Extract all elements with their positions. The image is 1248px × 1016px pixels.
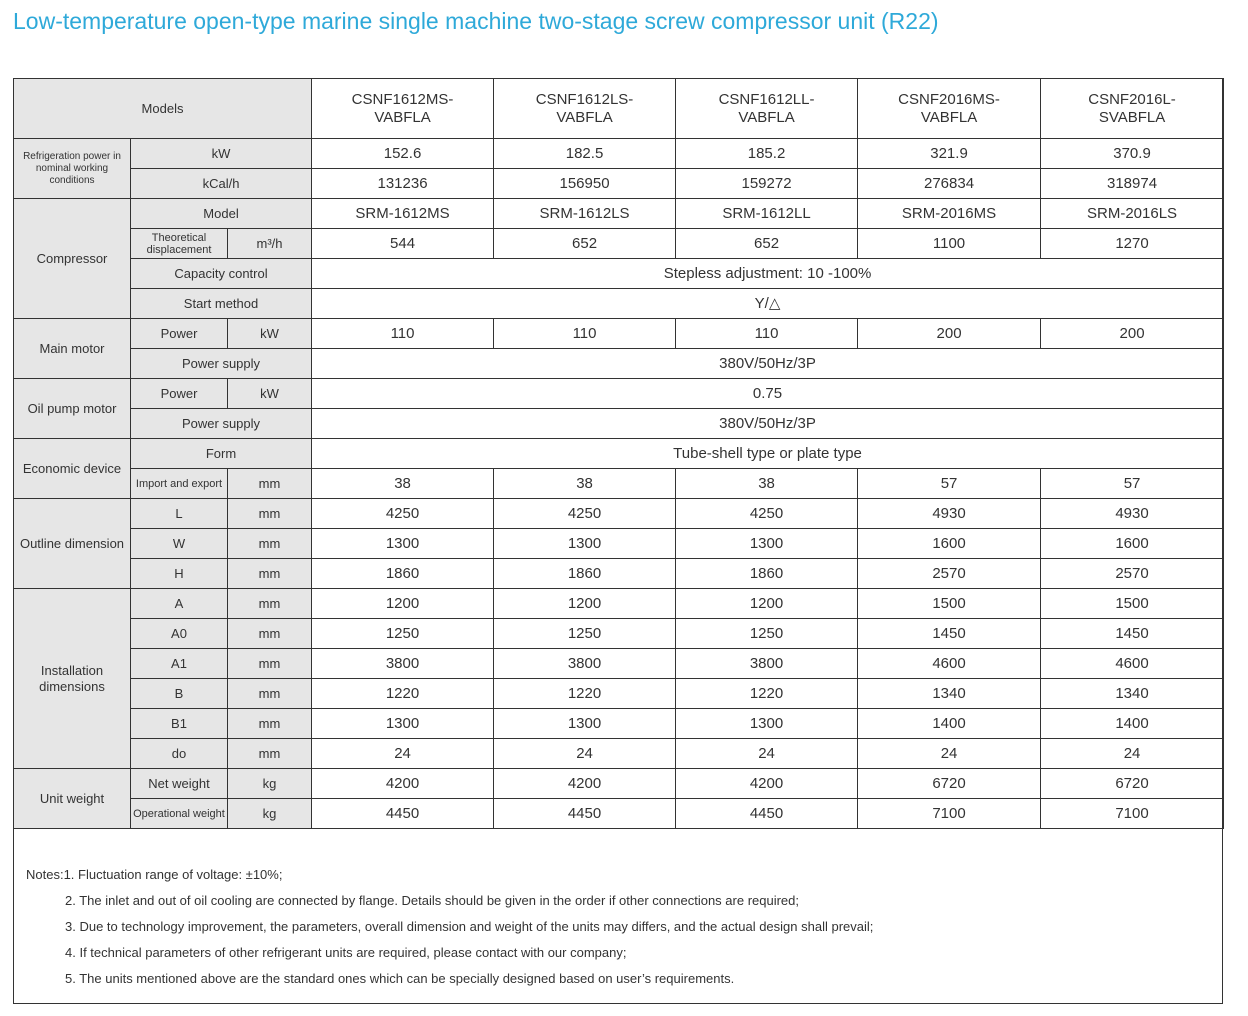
unit-label: mm — [228, 589, 312, 619]
table-cell: 110 — [312, 319, 494, 349]
table-cell: 200 — [858, 319, 1041, 349]
unit-label: m³/h — [228, 229, 312, 259]
table-row — [14, 319, 1224, 349]
table-row — [14, 679, 1224, 709]
table-row — [14, 199, 1224, 229]
row-label: W — [131, 529, 228, 559]
table-cell: 1220 — [494, 679, 676, 709]
table-row — [14, 229, 1224, 259]
table-cell: 380V/50Hz/3P — [312, 409, 1224, 439]
table-cell: 1220 — [312, 679, 494, 709]
unit-label: mm — [228, 529, 312, 559]
unit-label: kW — [228, 379, 312, 409]
table-cell: SRM-1612MS — [312, 199, 494, 229]
table-cell: 4600 — [858, 649, 1041, 679]
row-label: Power — [131, 319, 228, 349]
table-cell: 24 — [858, 739, 1041, 769]
table-cell: 1200 — [312, 589, 494, 619]
table-cell: 4450 — [494, 799, 676, 829]
table-cell: 4450 — [676, 799, 858, 829]
row-label: A0 — [131, 619, 228, 649]
table-cell: 1300 — [676, 529, 858, 559]
table-cell: 24 — [676, 739, 858, 769]
spec-table — [13, 78, 1224, 829]
table-row — [14, 349, 1224, 379]
row-label: H — [131, 559, 228, 589]
unit-label: kg — [228, 769, 312, 799]
table-cell: 152.6 — [312, 139, 494, 169]
unit-label: mm — [228, 619, 312, 649]
row-label: A1 — [131, 649, 228, 679]
table-cell: 4200 — [676, 769, 858, 799]
table-cell: 652 — [494, 229, 676, 259]
table-cell: SRM-2016LS — [1041, 199, 1224, 229]
table-cell: 1400 — [858, 709, 1041, 739]
table-cell: 156950 — [494, 169, 676, 199]
table-cell: Y/△ — [312, 289, 1224, 319]
table-cell: Stepless adjustment: 10 -100% — [312, 259, 1224, 289]
unit-label: mm — [228, 469, 312, 499]
table-cell: 1100 — [858, 229, 1041, 259]
compressor-label: Compressor — [14, 199, 131, 319]
table-cell: 1340 — [1041, 679, 1224, 709]
table-row — [14, 799, 1224, 829]
model-name: CSNF2016L- SVABFLA — [1041, 79, 1224, 139]
oil-pump-label: Oil pump motor — [14, 379, 131, 439]
table-cell: 159272 — [676, 169, 858, 199]
table-cell: 1250 — [312, 619, 494, 649]
unit-label: kg — [228, 799, 312, 829]
weight-label: Unit weight — [14, 769, 131, 829]
table-cell: 7100 — [858, 799, 1041, 829]
table-cell: 110 — [494, 319, 676, 349]
table-row — [14, 529, 1224, 559]
notes-section — [26, 862, 873, 992]
note-line: 4. If technical parameters of other refrigerant units are required, please contact with our company; — [65, 945, 627, 960]
row-label: B1 — [131, 709, 228, 739]
table-cell: 3800 — [494, 649, 676, 679]
table-row — [14, 619, 1224, 649]
model-name: CSNF2016MS- VABFLA — [858, 79, 1041, 139]
table-cell: 652 — [676, 229, 858, 259]
note-line: Notes:1. Fluctuation range of voltage: ±10%; — [26, 867, 283, 882]
table-row — [14, 289, 1224, 319]
note-line: 3. Due to technology improvement, the parameters, overall dimension and weight of the units may differs, and the actual design shall prevail; — [65, 919, 874, 934]
table-cell: 1500 — [1041, 589, 1224, 619]
table-row — [14, 439, 1224, 469]
table-cell: 6720 — [1041, 769, 1224, 799]
table-cell: 3800 — [312, 649, 494, 679]
table-cell: 4450 — [312, 799, 494, 829]
refrigeration-label: Refrigeration power in nominal working conditions — [14, 139, 131, 199]
model-name: CSNF1612LS- VABFLA — [494, 79, 676, 139]
table-cell: Tube-shell type or plate type — [312, 439, 1224, 469]
table-cell: 1860 — [494, 559, 676, 589]
table-cell: 4250 — [494, 499, 676, 529]
row-label: A — [131, 589, 228, 619]
table-cell: 200 — [1041, 319, 1224, 349]
table-cell: 1600 — [1041, 529, 1224, 559]
table-cell: 321.9 — [858, 139, 1041, 169]
row-label: do — [131, 739, 228, 769]
table-cell: 4200 — [312, 769, 494, 799]
economic-label: Economic device — [14, 439, 131, 499]
table-cell: 1600 — [858, 529, 1041, 559]
table-cell: 1250 — [494, 619, 676, 649]
table-cell: 380V/50Hz/3P — [312, 349, 1224, 379]
table-row — [14, 769, 1224, 799]
table-cell: 1270 — [1041, 229, 1224, 259]
table-cell: 7100 — [1041, 799, 1224, 829]
table-cell: 370.9 — [1041, 139, 1224, 169]
table-cell: 4250 — [676, 499, 858, 529]
table-cell: 38 — [494, 469, 676, 499]
table-cell: 544 — [312, 229, 494, 259]
row-label: Theoretical displacement — [131, 229, 228, 259]
note-line: 5. The units mentioned above are the standard ones which can be specially designed based on user’s requirements. — [65, 971, 735, 986]
outline-label: Outline dimension — [14, 499, 131, 589]
table-row — [14, 499, 1224, 529]
row-label: Form — [131, 439, 312, 469]
table-cell: 57 — [858, 469, 1041, 499]
table-cell: 1250 — [676, 619, 858, 649]
table-cell: 38 — [676, 469, 858, 499]
models-label: Models — [14, 79, 312, 139]
unit-label: mm — [228, 739, 312, 769]
row-label: Power — [131, 379, 228, 409]
table-cell: 1300 — [676, 709, 858, 739]
table-cell: 4200 — [494, 769, 676, 799]
unit-label: kW — [131, 139, 312, 169]
unit-label: mm — [228, 499, 312, 529]
table-row — [14, 589, 1224, 619]
row-label: Net weight — [131, 769, 228, 799]
table-cell: 1300 — [312, 709, 494, 739]
main-motor-label: Main motor — [14, 319, 131, 379]
row-label: Start method — [131, 289, 312, 319]
table-cell: 276834 — [858, 169, 1041, 199]
table-cell: 4930 — [858, 499, 1041, 529]
table-cell: 24 — [312, 739, 494, 769]
table-cell: 131236 — [312, 169, 494, 199]
table-row — [14, 259, 1224, 289]
table-cell: 1200 — [676, 589, 858, 619]
note-line: 2. The inlet and out of oil cooling are connected by flange. Details should be given in the order if other connections are required; — [65, 893, 800, 908]
table-cell: 1300 — [494, 709, 676, 739]
table-row — [14, 169, 1224, 199]
table-cell: 24 — [494, 739, 676, 769]
unit-label: mm — [228, 679, 312, 709]
model-name: CSNF1612LL- VABFLA — [676, 79, 858, 139]
table-cell: SRM-1612LL — [676, 199, 858, 229]
row-label: Import and export — [131, 469, 228, 499]
table-cell: 2570 — [1041, 559, 1224, 589]
table-row — [14, 469, 1224, 499]
table-cell: 318974 — [1041, 169, 1224, 199]
row-label: Operational weight — [131, 799, 228, 829]
table-row — [14, 379, 1224, 409]
model-name: CSNF1612MS- VABFLA — [312, 79, 494, 139]
table-cell: 1860 — [676, 559, 858, 589]
table-row — [14, 649, 1224, 679]
table-cell: 1400 — [1041, 709, 1224, 739]
table-cell: 1450 — [1041, 619, 1224, 649]
row-label: Power supply — [131, 409, 312, 439]
table-cell: SRM-2016MS — [858, 199, 1041, 229]
table-cell: 1220 — [676, 679, 858, 709]
table-cell: 1300 — [312, 529, 494, 559]
table-cell: 4600 — [1041, 649, 1224, 679]
table-cell: 4250 — [312, 499, 494, 529]
unit-label: kCal/h — [131, 169, 312, 199]
table-row — [14, 709, 1224, 739]
table-cell: 185.2 — [676, 139, 858, 169]
table-cell: 1200 — [494, 589, 676, 619]
table-cell: 110 — [676, 319, 858, 349]
table-cell: 1450 — [858, 619, 1041, 649]
unit-label: mm — [228, 709, 312, 739]
table-row — [14, 739, 1224, 769]
table-cell: 182.5 — [494, 139, 676, 169]
table-cell: 1860 — [312, 559, 494, 589]
table-cell: 1300 — [494, 529, 676, 559]
installation-label: Installation dimensions — [14, 589, 131, 769]
table-cell: 0.75 — [312, 379, 1224, 409]
unit-label: mm — [228, 649, 312, 679]
table-cell: SRM-1612LS — [494, 199, 676, 229]
row-label: Capacity control — [131, 259, 312, 289]
table-row — [14, 559, 1224, 589]
row-label: L — [131, 499, 228, 529]
table-cell: 6720 — [858, 769, 1041, 799]
page-title: Low-temperature open-type marine single machine two-stage screw compressor unit (R22) — [13, 8, 939, 34]
table-row — [14, 139, 1224, 169]
table-cell: 3800 — [676, 649, 858, 679]
table-cell: 4930 — [1041, 499, 1224, 529]
table-cell: 1500 — [858, 589, 1041, 619]
table-cell: 2570 — [858, 559, 1041, 589]
models-row — [14, 79, 1224, 139]
unit-label: kW — [228, 319, 312, 349]
table-cell: 1340 — [858, 679, 1041, 709]
unit-label: mm — [228, 559, 312, 589]
row-label: Power supply — [131, 349, 312, 379]
table-cell: 38 — [312, 469, 494, 499]
table-cell: 24 — [1041, 739, 1224, 769]
table-row — [14, 409, 1224, 439]
table-cell: 57 — [1041, 469, 1224, 499]
row-label: Model — [131, 199, 312, 229]
row-label: B — [131, 679, 228, 709]
